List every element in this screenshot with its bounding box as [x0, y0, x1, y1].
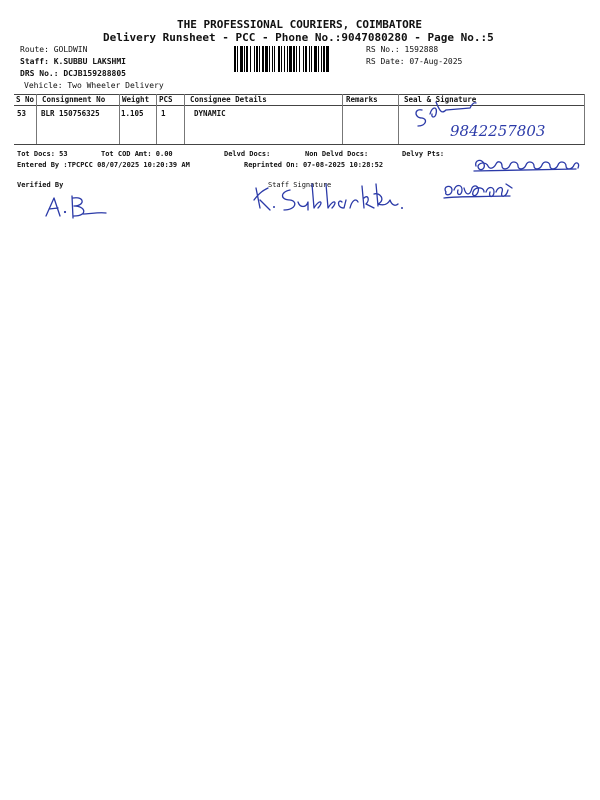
- barcode-bar: [326, 46, 329, 72]
- staff-signature-label: Staff Signature: [268, 181, 332, 189]
- barcode-bar: [254, 46, 255, 72]
- header-sno: S No: [16, 95, 35, 104]
- barcode-bar: [246, 46, 248, 72]
- barcode-bar: [296, 46, 297, 72]
- delvy-pts: Delvy Pts:: [402, 150, 445, 158]
- barcode-bar: [237, 46, 238, 72]
- receiver-phone: 9842257803: [450, 122, 546, 140]
- barcode-bar: [250, 46, 251, 72]
- barcode-bar: [274, 46, 275, 72]
- barcode-bar: [303, 46, 304, 72]
- reprinted-on: Reprinted On: 07-08-2025 10:28:52: [244, 161, 384, 169]
- drs-number: DRS No.: DCJB159288805: [20, 69, 126, 78]
- barcode-bar: [256, 46, 258, 72]
- receiver-stamp-signature: [440, 180, 528, 206]
- barcode-bar: [284, 46, 285, 72]
- barcode-bar: [262, 46, 264, 72]
- row-consignee: DYNAMIC: [194, 109, 226, 118]
- barcode-bar: [299, 46, 300, 72]
- barcode-bar: [281, 46, 282, 72]
- barcode-bar: [311, 46, 312, 72]
- drs-barcode: [233, 46, 358, 72]
- barcode-bar: [323, 46, 325, 72]
- barcode-bar: [318, 46, 319, 72]
- verified-by-signature: [40, 192, 112, 222]
- row-sno: 53: [17, 109, 27, 118]
- barcode-bar: [293, 46, 295, 72]
- barcode-bar: [287, 46, 288, 72]
- row-pcs: 1: [161, 109, 166, 118]
- barcode-bar: [240, 46, 243, 72]
- rs-date: RS Date: 07-Aug-2025: [366, 57, 463, 66]
- delvd-docs: Delvd Docs:: [224, 150, 271, 158]
- header-pcs: PCS: [159, 95, 173, 104]
- staff-label: Staff: K.SUBBU LAKSHMI: [20, 57, 126, 66]
- route-label: Route: GOLDWIN: [20, 45, 88, 54]
- tot-docs: Tot Docs: 53: [17, 150, 68, 158]
- barcode-bar: [272, 46, 273, 72]
- non-delvd-docs: Non Delvd Docs:: [305, 150, 369, 158]
- receiver-signature: [410, 100, 585, 142]
- header-remarks: Remarks: [346, 95, 378, 104]
- barcode-bar: [309, 46, 310, 72]
- tot-cod-amt: Tot COD Amt: 0.00: [101, 150, 173, 158]
- barcode-bar: [314, 46, 317, 72]
- barcode-bar: [234, 46, 236, 72]
- phone-scribble: [472, 156, 584, 176]
- rs-number: RS No.: 1592888: [366, 45, 439, 54]
- barcode-bar: [259, 46, 260, 72]
- header-consignee: Consignee Details: [190, 95, 267, 104]
- table-bottom-rule: [14, 144, 585, 145]
- staff-signature: [250, 180, 405, 220]
- runsheet-title: Delivery Runsheet - PCC - Phone No.:9047080280 - Page No.:5: [103, 31, 494, 44]
- barcode-bar: [289, 46, 292, 72]
- barcode-bar: [244, 46, 245, 72]
- barcode-bar: [269, 46, 270, 72]
- company-title: THE PROFESSIONAL COURIERS, COIMBATORE: [177, 18, 423, 31]
- barcode-bar: [265, 46, 268, 72]
- row-consignment: BLR 150756325: [41, 109, 100, 118]
- barcode-bar: [321, 46, 322, 72]
- header-weight: Weight: [122, 95, 150, 104]
- row-weight: 1.105: [121, 109, 144, 118]
- entered-by: Entered By :TPCPCC 08/07/2025 10:20:39 AM: [17, 161, 190, 169]
- barcode-bar: [305, 46, 307, 72]
- vehicle-label: Vehicle: Two Wheeler Delivery: [24, 81, 164, 90]
- header-consignment: Consignment No: [42, 95, 106, 104]
- verified-by-label: Verified By: [17, 181, 64, 189]
- barcode-bar: [278, 46, 280, 72]
- header-seal: Seal & Signature: [404, 95, 477, 104]
